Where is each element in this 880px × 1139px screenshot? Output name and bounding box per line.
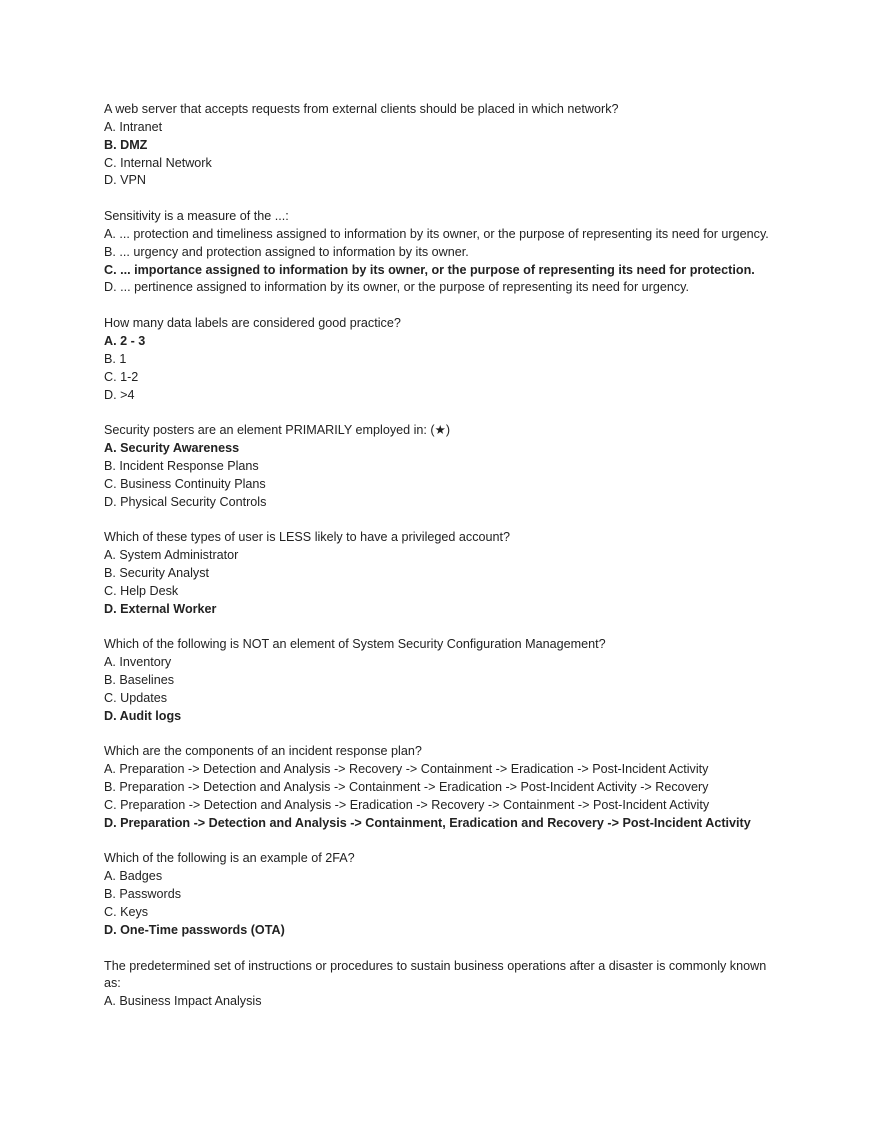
correct-answer-option: D. Preparation -> Detection and Analysis -> Containment, Eradication and Recovery -> Post-Incident Activity [104,815,751,830]
correct-answer-option: B. DMZ [104,137,148,152]
question-6 [104,636,784,725]
question-stem: A web server that accepts requests from external clients should be placed in which network? [104,102,619,116]
answer-option: C. Help Desk [104,583,179,598]
answer-option: D. Physical Security Controls [104,494,267,509]
answer-option: C. Preparation -> Detection and Analysis -> Eradication -> Recovery -> Containment -> Post-Incident Activity [104,797,710,812]
document-body [104,101,784,1029]
answer-option: B. Baselines [104,673,175,687]
answer-option: B. Passwords [104,887,181,902]
question-stem: Which of the following is NOT an element of System Security Configuration Management? [104,637,606,652]
question-stem: Which of these types of user is LESS likely to have a privileged account? [104,530,511,545]
answer-option: A. Badges [104,869,163,884]
question-9 [104,958,784,1012]
answer-option: B. ... urgency and protection assigned to information by its owner. [104,244,469,259]
answer-option: C. Keys [104,904,149,919]
question-3 [104,315,784,404]
question-stem: How many data labels are considered good practice? [104,316,401,331]
answer-option: D. VPN [104,173,146,188]
answer-option: A. Business Impact Analysis [104,994,262,1009]
answer-option: B. Security Analyst [104,565,209,580]
answer-option: A. System Administrator [104,548,239,563]
question-stem: The predetermined set of instructions or procedures to sustain business operations after a disaster is commonly known as: [104,958,767,991]
answer-option: A. Preparation -> Detection and Analysis -> Recovery -> Containment -> Eradication -> Post-Incident Activity [104,762,709,777]
question-stem: Security posters are an element PRIMARILY employed in: (★) [104,423,451,438]
question-stem: Which of the following is an example of 2FA? [104,851,355,866]
question-5 [104,529,784,618]
answer-option: B. Preparation -> Detection and Analysis -> Containment -> Eradication -> Post-Incident Activity -> Recovery [104,780,709,795]
question-1 [104,101,784,190]
answer-option: A. Intranet [104,119,163,134]
question-stem: Which are the components of an incident response plan? [104,744,422,759]
answer-option: D. >4 [104,387,135,402]
correct-answer-option: D. External Worker [104,601,217,616]
question-2 [104,208,784,297]
answer-option: C. Business Continuity Plans [104,476,266,491]
answer-option: C. Internal Network [104,155,212,170]
answer-option: D. ... pertinence assigned to information by its owner, or the purpose of representing its need for urgency. [104,280,689,295]
correct-answer-option: D. Audit logs [104,708,182,723]
answer-option: C. Updates [104,690,167,705]
correct-answer-option: C. ... importance assigned to information by its owner, or the purpose of representing its need for protection. [104,262,755,277]
question-7 [104,743,784,832]
answer-option: A. ... protection and timeliness assigned to information by its owner, or the purpose of representing its need for urgency. [104,226,769,241]
question-stem: Sensitivity is a measure of the ...: [104,209,289,224]
question-4 [104,422,784,511]
correct-answer-option: A. 2 - 3 [104,333,146,348]
answer-option: B. 1 [104,351,127,366]
answer-option: A. Inventory [104,655,172,670]
correct-answer-option: A. Security Awareness [104,441,240,456]
answer-option: B. Incident Response Plans [104,458,259,473]
answer-option: C. 1-2 [104,369,139,384]
question-8 [104,850,784,939]
correct-answer-option: D. One-Time passwords (OTA) [104,922,285,937]
